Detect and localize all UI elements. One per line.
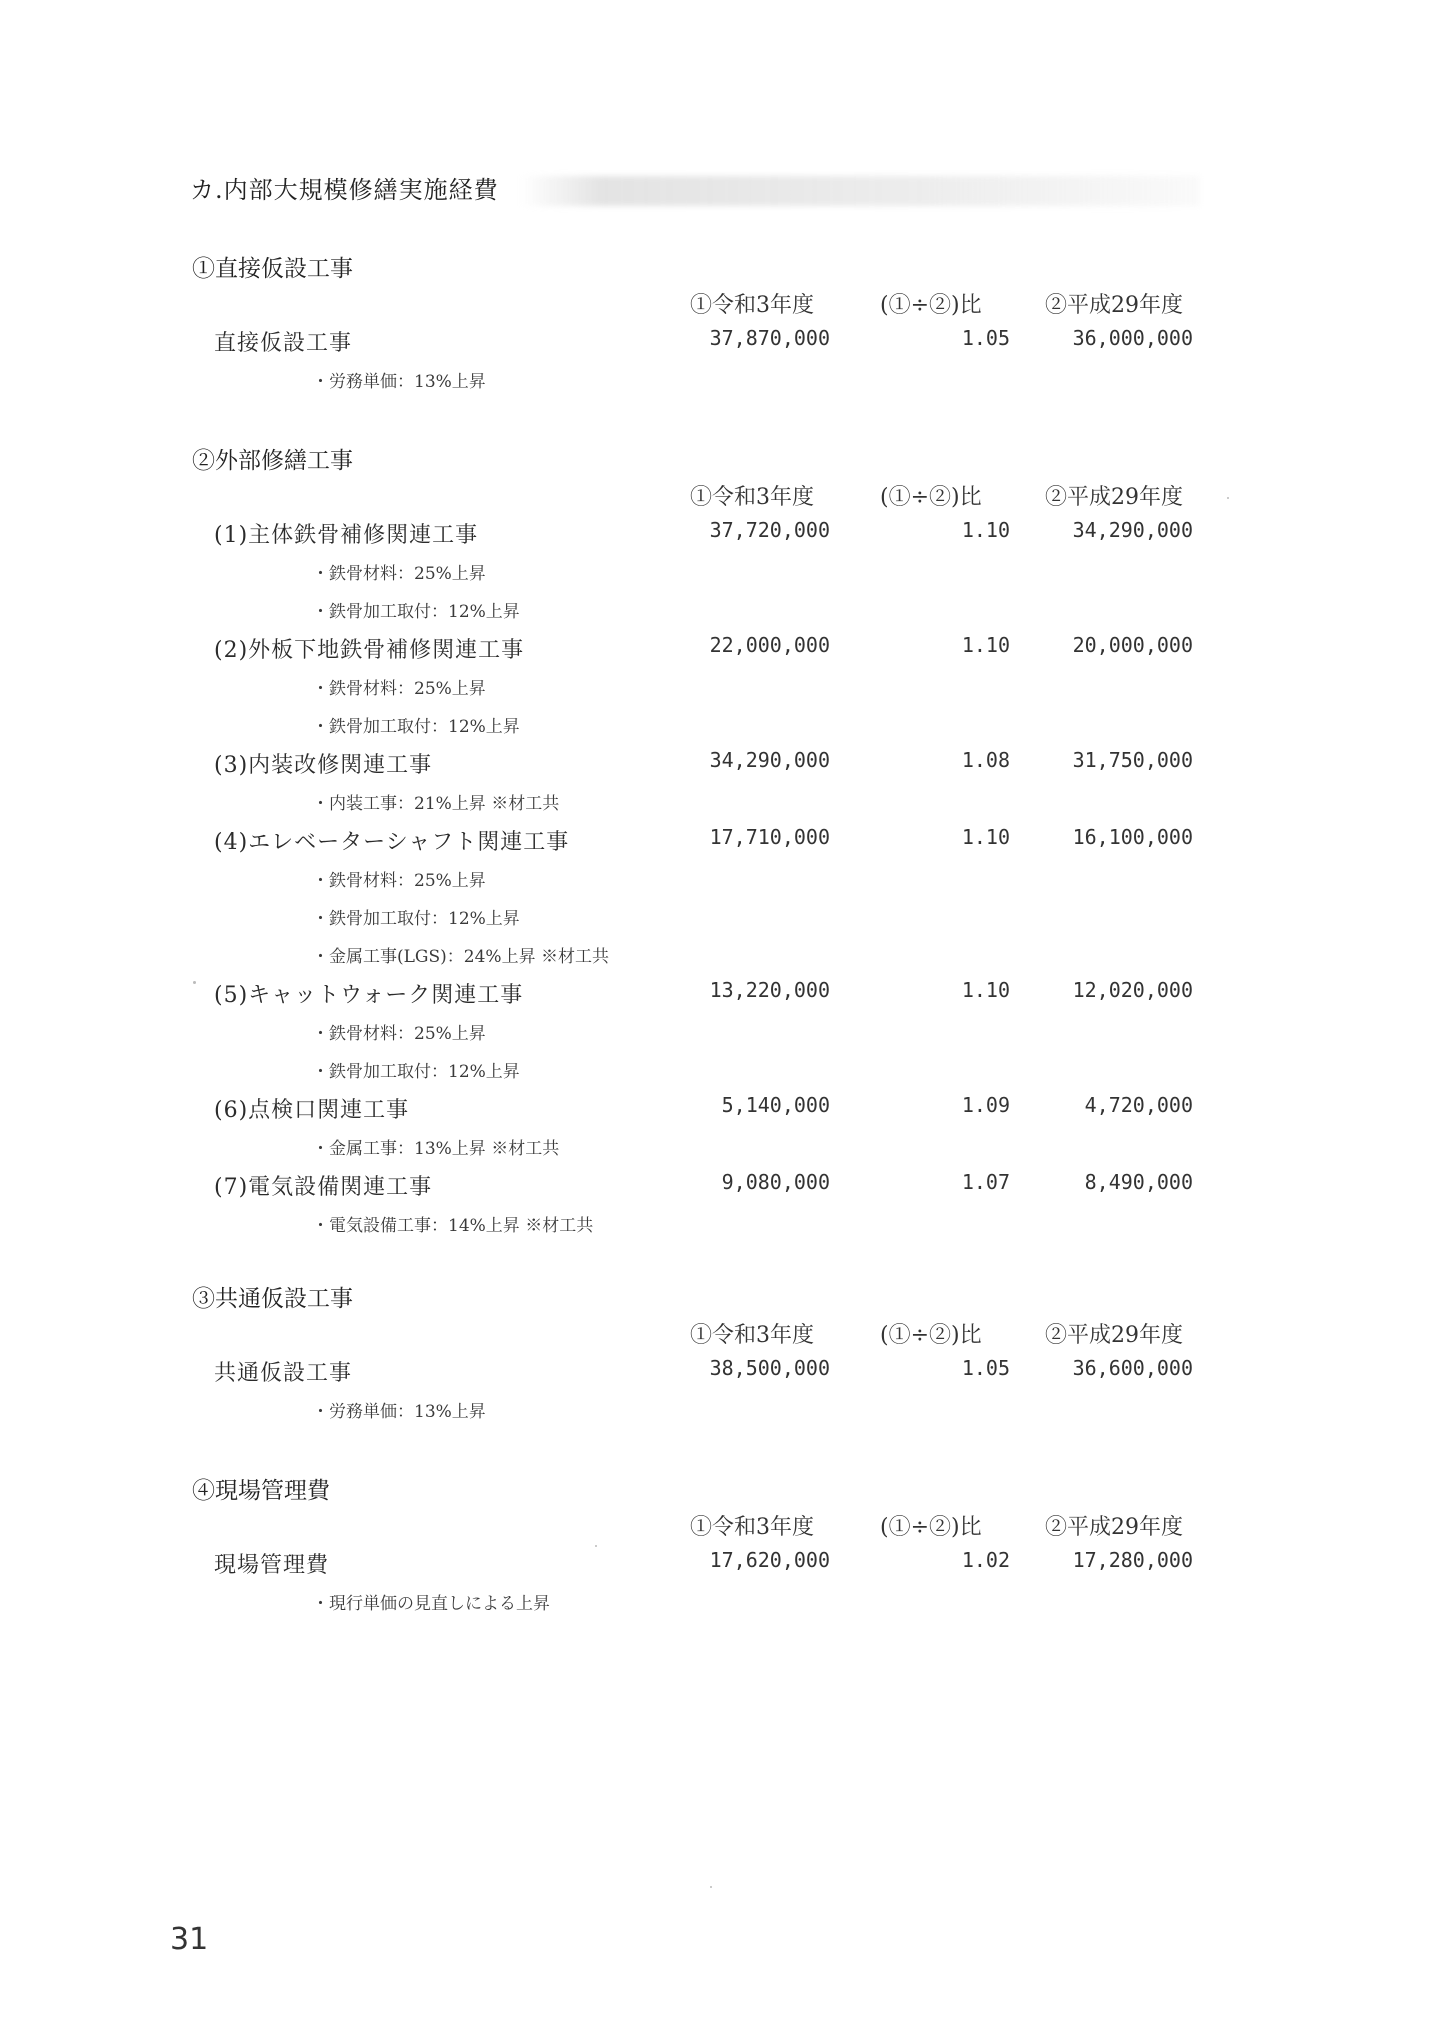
column-header-previous: ②平成29年度: [1045, 293, 1183, 318]
column-header-current: ①令和3年度: [690, 485, 814, 510]
value-current: 5,140,000: [721, 1093, 830, 1117]
note: ・労務単価：13%上昇: [312, 1402, 486, 1422]
value-ratio: 1.05: [961, 1356, 1010, 1380]
value-current: 17,710,000: [709, 825, 830, 849]
note: ・鉄骨加工取付：12%上昇: [312, 909, 520, 929]
value-previous: 8,490,000: [1084, 1170, 1193, 1194]
note: ・金属工事(LGS)：24%上昇 ※材工共: [312, 947, 609, 967]
value-previous: 12,020,000: [1072, 978, 1193, 1002]
value-previous: 17,280,000: [1072, 1548, 1193, 1572]
value-current: 9,080,000: [721, 1170, 830, 1194]
item-label: (4)エレベーターシャフト関連工事: [214, 830, 570, 855]
note: ・内装工事：21%上昇 ※材工共: [312, 794, 560, 814]
note: ・鉄骨材料：25%上昇: [312, 564, 486, 584]
value-previous: 36,600,000: [1072, 1356, 1193, 1380]
item-label: (1)主体鉄骨補修関連工事: [214, 523, 479, 548]
scan-smudge: [520, 176, 1200, 206]
table-row: [0, 1170, 1440, 1206]
value-previous: 34,290,000: [1072, 518, 1193, 542]
column-header-current: ①令和3年度: [690, 1515, 814, 1540]
value-ratio: 1.02: [961, 1548, 1010, 1572]
section-heading: ②外部修繕工事: [192, 448, 353, 474]
item-label: 共通仮設工事: [214, 1361, 353, 1386]
scan-speck: [710, 1886, 712, 1888]
value-previous: 20,000,000: [1072, 633, 1193, 657]
value-ratio: 1.08: [961, 748, 1010, 772]
note: ・現行単価の見直しによる上昇: [312, 1594, 550, 1614]
section-heading: ①直接仮設工事: [192, 256, 353, 282]
value-ratio: 1.09: [961, 1093, 1010, 1117]
table-row: [0, 1356, 1440, 1392]
value-current: 38,500,000: [709, 1356, 830, 1380]
page-title: カ.内部大規模修繕実施経費: [190, 176, 499, 204]
value-current: 37,720,000: [709, 518, 830, 542]
value-ratio: 1.10: [961, 633, 1010, 657]
table-row: [0, 326, 1440, 362]
note: ・鉄骨材料：25%上昇: [312, 871, 486, 891]
item-label: (7)電気設備関連工事: [214, 1175, 433, 1200]
value-current: 22,000,000: [709, 633, 830, 657]
scan-speck: [595, 1545, 597, 1547]
table-row: [0, 633, 1440, 669]
item-label: (3)内装改修関連工事: [214, 753, 433, 778]
value-ratio: 1.10: [961, 518, 1010, 542]
item-label: (2)外板下地鉄骨補修関連工事: [214, 638, 525, 663]
column-header-ratio: (①÷②)比: [880, 1323, 982, 1348]
note: ・鉄骨材料：25%上昇: [312, 679, 486, 699]
scan-speck: [193, 981, 196, 984]
value-current: 17,620,000: [709, 1548, 830, 1572]
value-previous: 4,720,000: [1084, 1093, 1193, 1117]
value-previous: 31,750,000: [1072, 748, 1193, 772]
table-row: [0, 825, 1440, 861]
column-header-previous: ②平成29年度: [1045, 485, 1183, 510]
item-label: 現場管理費: [214, 1553, 330, 1578]
section-heading: ③共通仮設工事: [192, 1286, 353, 1312]
item-label: (5)キャットウォーク関連工事: [214, 983, 524, 1008]
value-current: 34,290,000: [709, 748, 830, 772]
value-current: 37,870,000: [709, 326, 830, 350]
table-row: [0, 978, 1440, 1014]
column-header-ratio: (①÷②)比: [880, 485, 982, 510]
note: ・鉄骨加工取付：12%上昇: [312, 1062, 520, 1082]
note: ・鉄骨加工取付：12%上昇: [312, 602, 520, 622]
column-header-previous: ②平成29年度: [1045, 1323, 1183, 1348]
column-header-current: ①令和3年度: [690, 293, 814, 318]
column-header-current: ①令和3年度: [690, 1323, 814, 1348]
table-row: [0, 1093, 1440, 1129]
note: ・電気設備工事：14%上昇 ※材工共: [312, 1216, 594, 1236]
section-heading: ④現場管理費: [192, 1478, 330, 1504]
item-label: (6)点検口関連工事: [214, 1098, 410, 1123]
table-row: [0, 748, 1440, 784]
note: ・金属工事：13%上昇 ※材工共: [312, 1139, 560, 1159]
table-row: [0, 1548, 1440, 1584]
table-row: [0, 518, 1440, 554]
value-ratio: 1.10: [961, 825, 1010, 849]
value-ratio: 1.10: [961, 978, 1010, 1002]
value-current: 13,220,000: [709, 978, 830, 1002]
value-ratio: 1.05: [961, 326, 1010, 350]
item-label: 直接仮設工事: [214, 331, 353, 356]
column-header-ratio: (①÷②)比: [880, 1515, 982, 1540]
note: ・労務単価：13%上昇: [312, 372, 486, 392]
column-header-previous: ②平成29年度: [1045, 1515, 1183, 1540]
note: ・鉄骨材料：25%上昇: [312, 1024, 486, 1044]
column-header-ratio: (①÷②)比: [880, 293, 982, 318]
value-previous: 36,000,000: [1072, 326, 1193, 350]
page-number: 31: [170, 1922, 209, 1957]
value-previous: 16,100,000: [1072, 825, 1193, 849]
scan-speck: [1227, 497, 1229, 499]
note: ・鉄骨加工取付：12%上昇: [312, 717, 520, 737]
value-ratio: 1.07: [961, 1170, 1010, 1194]
